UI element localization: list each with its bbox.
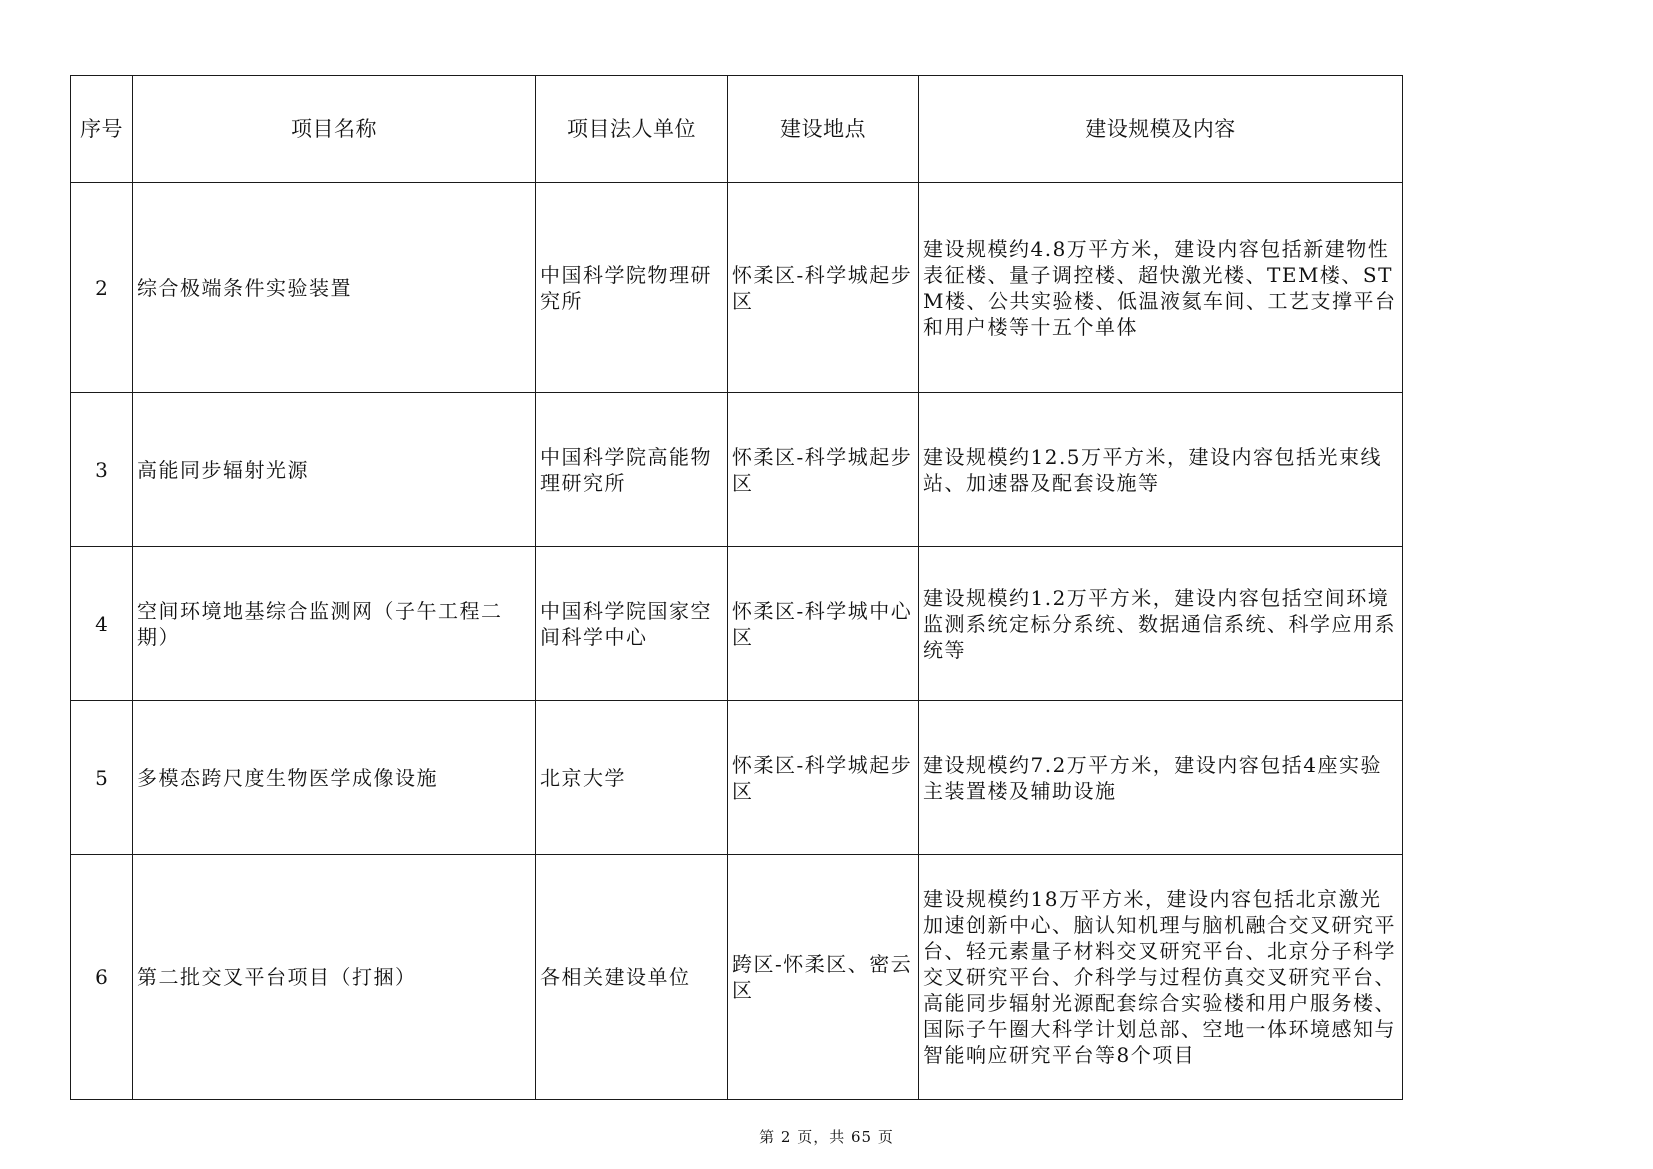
cell-location: 怀柔区-科学城中心区	[728, 547, 919, 701]
cell-location: 怀柔区-科学城起步区	[728, 393, 919, 547]
cell-location: 怀柔区-科学城起步区	[728, 701, 919, 855]
cell-name: 空间环境地基综合监测网（子午工程二期）	[133, 547, 536, 701]
cell-scale: 建设规模约7.2万平方米，建设内容包括4座实验主装置楼及辅助设施	[919, 701, 1403, 855]
header-scale: 建设规模及内容	[919, 76, 1403, 183]
cell-no: 2	[71, 183, 133, 393]
header-name: 项目名称	[133, 76, 536, 183]
cell-scale: 建设规模约1.2万平方米，建设内容包括空间环境监测系统定标分系统、数据通信系统、科学应用系统等	[919, 547, 1403, 701]
cell-unit: 北京大学	[536, 701, 728, 855]
cell-name: 综合极端条件实验装置	[133, 183, 536, 393]
table-row	[71, 855, 1403, 1100]
cell-scale: 建设规模约4.8万平方米，建设内容包括新建物性表征楼、量子调控楼、超快激光楼、TEM楼、STM楼、公共实验楼、低温液氦车间、工艺支撑平台和用户楼等十五个单体	[919, 183, 1403, 393]
cell-location: 怀柔区-科学城起步区	[728, 183, 919, 393]
cell-no: 5	[71, 701, 133, 855]
cell-unit: 中国科学院物理研究所	[536, 183, 728, 393]
cell-unit: 各相关建设单位	[536, 855, 728, 1100]
cell-scale: 建设规模约12.5万平方米，建设内容包括光束线站、加速器及配套设施等	[919, 393, 1403, 547]
cell-name: 多模态跨尺度生物医学成像设施	[133, 701, 536, 855]
cell-no: 3	[71, 393, 133, 547]
header-unit: 项目法人单位	[536, 76, 728, 183]
cell-name: 第二批交叉平台项目（打捆）	[133, 855, 536, 1100]
table-row	[71, 701, 1403, 855]
project-table	[70, 75, 1403, 1100]
table-row	[71, 183, 1403, 393]
cell-unit: 中国科学院国家空间科学中心	[536, 547, 728, 701]
cell-location: 跨区-怀柔区、密云区	[728, 855, 919, 1100]
table-row	[71, 393, 1403, 547]
cell-unit: 中国科学院高能物理研究所	[536, 393, 728, 547]
page-footer: 第 2 页，共 65 页	[759, 1128, 894, 1146]
cell-name: 高能同步辐射光源	[133, 393, 536, 547]
header-location: 建设地点	[728, 76, 919, 183]
cell-no: 6	[71, 855, 133, 1100]
cell-scale: 建设规模约18万平方米，建设内容包括北京激光加速创新中心、脑认知机理与脑机融合交叉研究平台、轻元素量子材料交叉研究平台、北京分子科学交叉研究平台、介科学与过程仿真交叉研究平台、高能同步辐射光源配套综合实验楼和用户服务楼、国际子午圈大科学计划总部、空地一体环境感知与智能响应研究平台等8个项目	[919, 855, 1403, 1100]
header-row	[71, 76, 1403, 183]
cell-no: 4	[71, 547, 133, 701]
table-row	[71, 547, 1403, 701]
header-no: 序号	[71, 76, 133, 183]
